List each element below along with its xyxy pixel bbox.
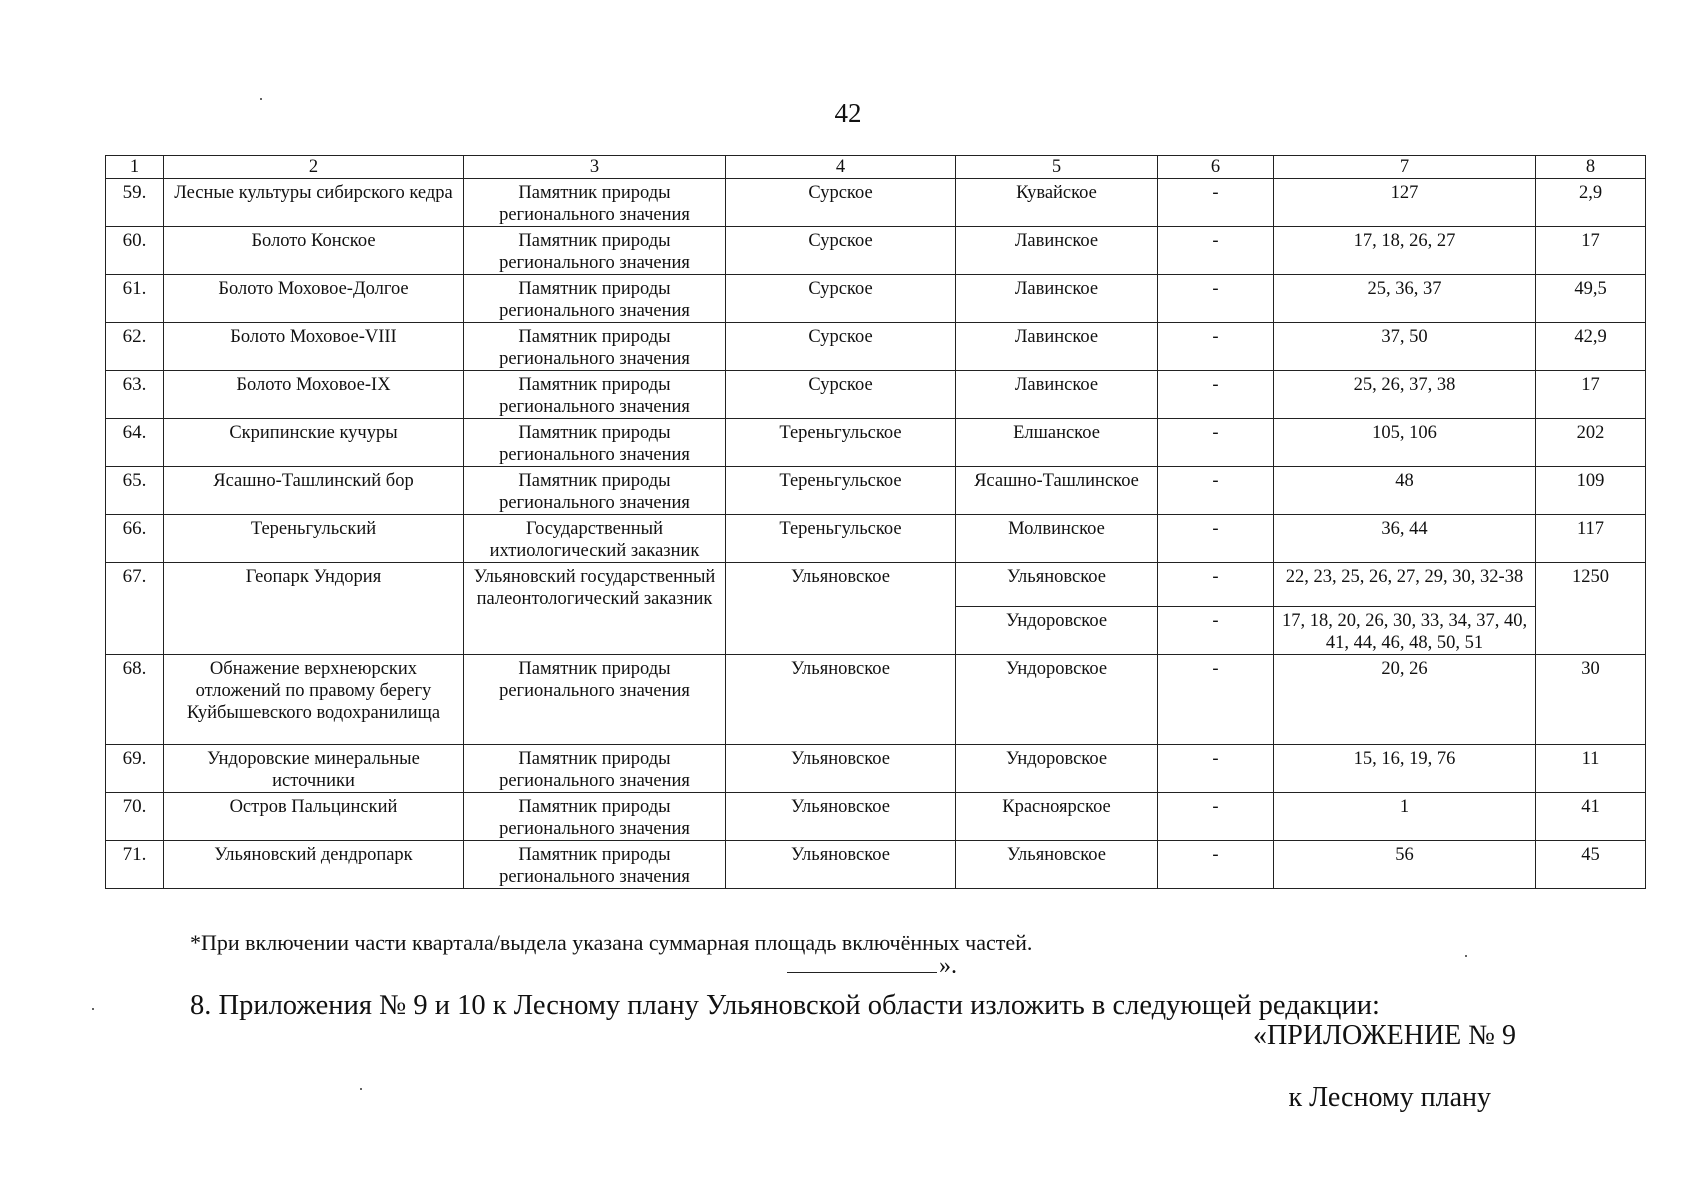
- district-forestry: Елшанское: [956, 419, 1158, 467]
- forestry: Ульяновское: [726, 841, 956, 889]
- object-category: Государственный ихтиологический заказник: [464, 515, 726, 563]
- column-header-8: 8: [1536, 156, 1646, 179]
- forestry: Ульяновское: [726, 563, 956, 655]
- object-category: Памятник природы регионального значения: [464, 323, 726, 371]
- quarter-numbers: 36, 44: [1274, 515, 1536, 563]
- forestry: Тереньгульское: [726, 467, 956, 515]
- quarter-numbers: 56: [1274, 841, 1536, 889]
- object-category: Памятник природы регионального значения: [464, 227, 726, 275]
- quarter-numbers: 48: [1274, 467, 1536, 515]
- table-row: [106, 655, 1646, 745]
- table-row: [106, 179, 1646, 227]
- row-number: 63.: [106, 371, 164, 419]
- column-6-value: -: [1158, 655, 1274, 745]
- footnote: *При включении части квартала/выдела указана суммарная площадь включённых частей.: [190, 930, 1033, 955]
- object-name: Ундоровские минеральные источники: [164, 745, 464, 793]
- object-name: Ульяновский дендропарк: [164, 841, 464, 889]
- district-forestry: Ясашно-Ташлинское: [956, 467, 1158, 515]
- forestry: Сурское: [726, 227, 956, 275]
- area-ha: 202: [1536, 419, 1646, 467]
- column-6-value: -: [1158, 227, 1274, 275]
- area-ha: 42,9: [1536, 323, 1646, 371]
- table-header: [106, 156, 1646, 179]
- column-6-value: -: [1158, 323, 1274, 371]
- column-6-value: -: [1158, 371, 1274, 419]
- quarter-numbers: 105, 106: [1274, 419, 1536, 467]
- table-row: [106, 745, 1646, 793]
- table-row: [106, 563, 1646, 607]
- column-header-4: 4: [726, 156, 956, 179]
- appendix-title: «ПРИЛОЖЕНИЕ № 9: [1253, 1020, 1516, 1051]
- district-forestry: Кувайское: [956, 179, 1158, 227]
- area-ha: 2,9: [1536, 179, 1646, 227]
- district-forestry: Лавинское: [956, 371, 1158, 419]
- district-forestry: Ундоровское: [956, 745, 1158, 793]
- appendix-subtitle: к Лесному плану: [1288, 1082, 1491, 1113]
- object-name: Тереньгульский: [164, 515, 464, 563]
- area-ha: 1250: [1536, 563, 1646, 655]
- column-header-1: 1: [106, 156, 164, 179]
- object-name: Болото Моховое-IX: [164, 371, 464, 419]
- district-forestry: Ундоровское: [956, 607, 1158, 655]
- forestry: Ульяновское: [726, 655, 956, 745]
- object-name: Остров Пальцинский: [164, 793, 464, 841]
- column-6-value: -: [1158, 275, 1274, 323]
- row-number: 59.: [106, 179, 164, 227]
- object-category: Памятник природы регионального значения: [464, 841, 726, 889]
- district-forestry: Лавинское: [956, 323, 1158, 371]
- row-number: 61.: [106, 275, 164, 323]
- area-ha: 41: [1536, 793, 1646, 841]
- quarter-numbers: 37, 50: [1274, 323, 1536, 371]
- forestry: Сурское: [726, 179, 956, 227]
- column-6-value: -: [1158, 745, 1274, 793]
- table-body: [106, 179, 1646, 889]
- column-6-value: -: [1158, 515, 1274, 563]
- quarter-numbers: 15, 16, 19, 76: [1274, 745, 1536, 793]
- quarter-numbers: 127: [1274, 179, 1536, 227]
- row-number: 68.: [106, 655, 164, 745]
- area-ha: 109: [1536, 467, 1646, 515]
- page-number: 42: [834, 98, 862, 128]
- column-6-value: -: [1158, 607, 1274, 655]
- object-category: Ульяновский государственный палеонтологический заказник: [464, 563, 726, 655]
- forestry: Ульяновское: [726, 745, 956, 793]
- object-category: Памятник природы регионального значения: [464, 179, 726, 227]
- quarter-numbers: 17, 18, 20, 26, 30, 33, 34, 37, 40, 41, 44, 46, 48, 50, 51: [1274, 607, 1536, 655]
- object-category: Памятник природы регионального значения: [464, 275, 726, 323]
- forestry: Сурское: [726, 371, 956, 419]
- quarter-numbers: 20, 26: [1274, 655, 1536, 745]
- object-name: Болото Конское: [164, 227, 464, 275]
- paragraph-8: 8. Приложения № 9 и 10 к Лесному плану Ульяновской области изложить в следующей редакции:: [190, 990, 1380, 1021]
- object-category: Памятник природы регионального значения: [464, 793, 726, 841]
- table-row: [106, 467, 1646, 515]
- table-row: [106, 515, 1646, 563]
- header-row: [106, 156, 1646, 179]
- scan-speck: [92, 1008, 94, 1010]
- table-row: [106, 323, 1646, 371]
- area-ha: 45: [1536, 841, 1646, 889]
- object-name: Лесные культуры сибирского кедра: [164, 179, 464, 227]
- table-row: [106, 419, 1646, 467]
- column-header-6: 6: [1158, 156, 1274, 179]
- object-category: Памятник природы регионального значения: [464, 371, 726, 419]
- district-forestry: Ульяновское: [956, 563, 1158, 607]
- row-number: 64.: [106, 419, 164, 467]
- table-row: [106, 227, 1646, 275]
- scan-speck: [1465, 955, 1467, 957]
- quarter-numbers: 25, 26, 37, 38: [1274, 371, 1536, 419]
- district-forestry: Лавинское: [956, 275, 1158, 323]
- forestry: Тереньгульское: [726, 419, 956, 467]
- row-number: 65.: [106, 467, 164, 515]
- quarter-numbers: 17, 18, 26, 27: [1274, 227, 1536, 275]
- object-name: Геопарк Ундория: [164, 563, 464, 655]
- row-number: 70.: [106, 793, 164, 841]
- column-header-7: 7: [1274, 156, 1536, 179]
- object-name: Скрипинские кучуры: [164, 419, 464, 467]
- closing-quote-text: ».: [939, 953, 957, 979]
- row-number: 71.: [106, 841, 164, 889]
- district-forestry: Молвинское: [956, 515, 1158, 563]
- column-6-value: -: [1158, 179, 1274, 227]
- column-6-value: -: [1158, 467, 1274, 515]
- closing-underline: [787, 972, 937, 973]
- forestry: Сурское: [726, 275, 956, 323]
- column-header-5: 5: [956, 156, 1158, 179]
- district-forestry: Красноярское: [956, 793, 1158, 841]
- object-name: Обнажение верхнеюрских отложений по правому берегу Куйбышевского водохранилища: [164, 655, 464, 745]
- scan-speck: [260, 98, 262, 100]
- row-number: 66.: [106, 515, 164, 563]
- row-number: 67.: [106, 563, 164, 655]
- row-number: 62.: [106, 323, 164, 371]
- closing-quote: [787, 953, 957, 980]
- quarter-numbers: 25, 36, 37: [1274, 275, 1536, 323]
- object-name: Болото Моховое-Долгое: [164, 275, 464, 323]
- district-forestry: Ульяновское: [956, 841, 1158, 889]
- area-ha: 117: [1536, 515, 1646, 563]
- protected-areas-table: [105, 155, 1646, 889]
- column-header-2: 2: [164, 156, 464, 179]
- forestry: Тереньгульское: [726, 515, 956, 563]
- column-6-value: -: [1158, 793, 1274, 841]
- area-ha: 30: [1536, 655, 1646, 745]
- table-row: [106, 841, 1646, 889]
- table-row: [106, 275, 1646, 323]
- table-row: [106, 371, 1646, 419]
- column-6-value: -: [1158, 841, 1274, 889]
- column-header-3: 3: [464, 156, 726, 179]
- quarter-numbers: 22, 23, 25, 26, 27, 29, 30, 32-38: [1274, 563, 1536, 607]
- district-forestry: Ундоровское: [956, 655, 1158, 745]
- forestry: Ульяновское: [726, 793, 956, 841]
- row-number: 60.: [106, 227, 164, 275]
- forestry: Сурское: [726, 323, 956, 371]
- table-row: [106, 793, 1646, 841]
- row-number: 69.: [106, 745, 164, 793]
- quarter-numbers: 1: [1274, 793, 1536, 841]
- area-ha: 17: [1536, 371, 1646, 419]
- district-forestry: Лавинское: [956, 227, 1158, 275]
- column-6-value: -: [1158, 563, 1274, 607]
- object-name: Болото Моховое-VIII: [164, 323, 464, 371]
- object-category: Памятник природы регионального значения: [464, 655, 726, 745]
- object-category: Памятник природы регионального значения: [464, 745, 726, 793]
- object-category: Памятник природы регионального значения: [464, 467, 726, 515]
- object-category: Памятник природы регионального значения: [464, 419, 726, 467]
- column-6-value: -: [1158, 419, 1274, 467]
- area-ha: 11: [1536, 745, 1646, 793]
- scan-speck: [360, 1088, 362, 1090]
- area-ha: 49,5: [1536, 275, 1646, 323]
- object-name: Ясашно-Ташлинский бор: [164, 467, 464, 515]
- area-ha: 17: [1536, 227, 1646, 275]
